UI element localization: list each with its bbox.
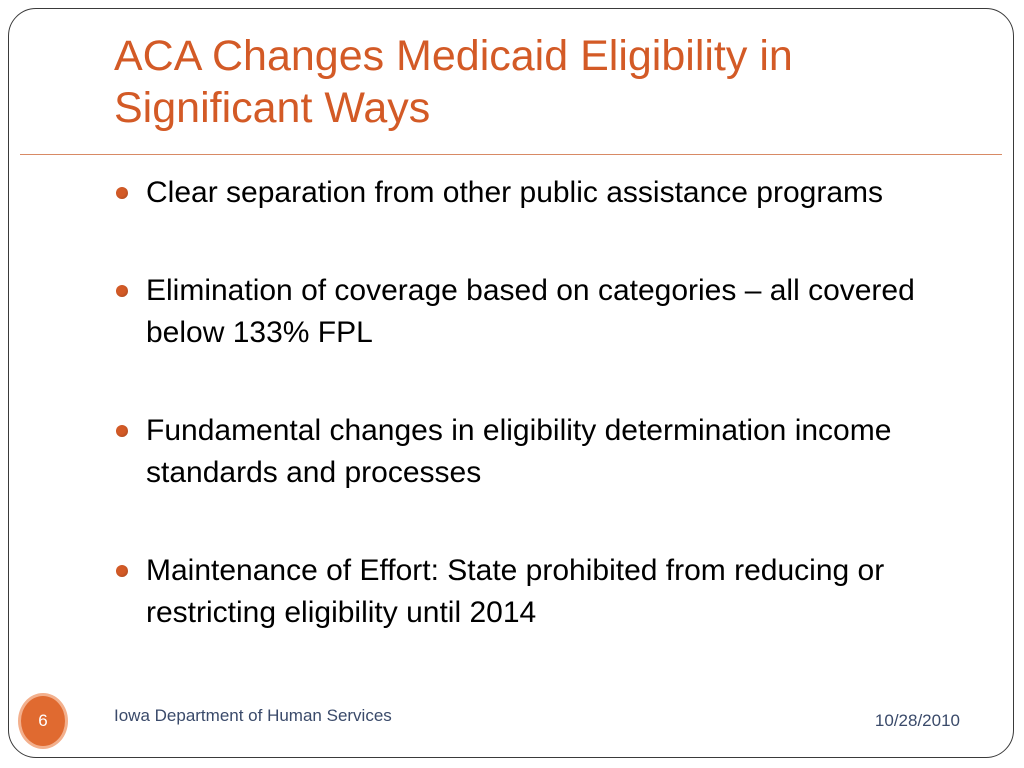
bullet-text: Maintenance of Effort: State prohibited from reducing or restricting eligibility until 2014: [146, 554, 885, 629]
bullet-text: Elimination of coverage based on categories – all covered below 133% FPL: [146, 274, 915, 349]
bullet-item: [114, 410, 974, 494]
bullet-item: [114, 270, 974, 354]
footer-organization: Iowa Department of Human Services: [114, 706, 392, 725]
title-divider: [20, 154, 1002, 155]
bullet-text: Clear separation from other public assistance programs: [146, 176, 884, 209]
footer-date: 10/28/2010: [874, 711, 960, 730]
bullet-text: Fundamental changes in eligibility determination income standards and processes: [146, 414, 892, 489]
bullet-list: [114, 172, 974, 634]
slide-number-badge: 6: [18, 693, 68, 749]
bullet-dot-icon: [116, 565, 128, 577]
bullet-dot-icon: [116, 425, 128, 437]
bullet-dot-icon: [116, 285, 128, 297]
bullet-item: [114, 550, 974, 634]
bullet-item: [114, 172, 974, 214]
slide-title: ACA Changes Medicaid Eligibility in Significant Ways: [114, 32, 793, 132]
bullet-dot-icon: [116, 187, 128, 199]
